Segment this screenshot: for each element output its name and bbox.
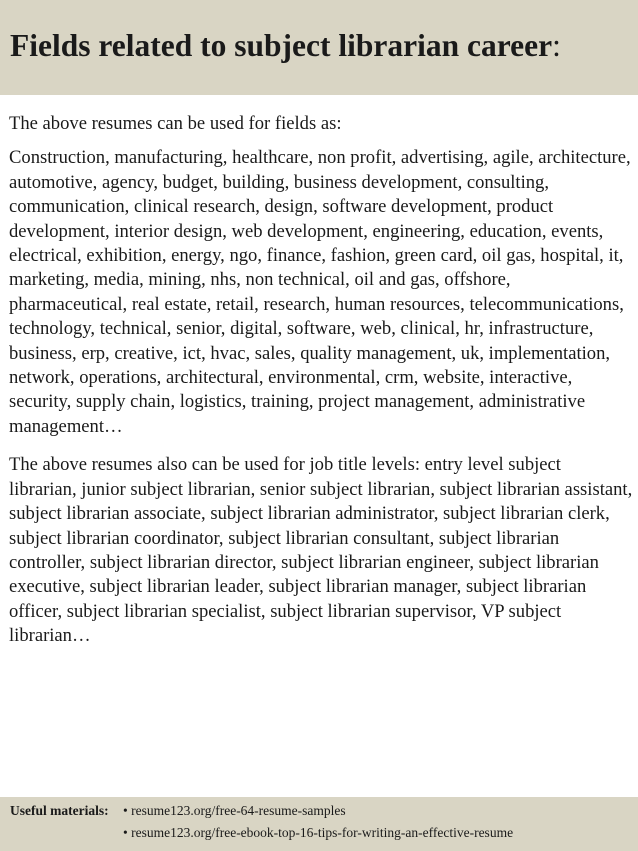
header-band [0,0,638,95]
page-title-text: Fields related to subject librarian career [10,28,553,63]
resume-tips-ebook-link[interactable]: • resume123.org/free-ebook-top-16-tips-for-writing-an-effective-resume [123,825,514,840]
job-levels-list: The above resumes also can be used for job title levels: entry level subject librarian, junior subject librarian, senior subject librarian, subject librarian assistant, subject librarian associate, subject librarian administrator, subject librarian clerk, subject librarian coordinator, subject librarian consultant, subject librarian controller, subject librarian director, subject librarian engineer, subject librarian executive, subject librarian leader, subject librarian manager, subject librarian officer, subject librarian specialist, subject librarian supervisor, VP subject librarian… [9,454,633,647]
fields-list: Construction, manufacturing, healthcare, non profit, advertising, agile, architecture, automotive, agency, budget, building, business development, consulting, communication, clinical research, design, software development, product development, interior design, web development, engineering, education, events, electrical, exhibition, energy, ngo, finance, fashion, green card, oil gas, hospital, it, marketing, media, mining, nhs, non technical, oil and gas, offshore, pharmaceutical, real estate, retail, research, human resources, telecommunications, technology, technical, senior, digital, software, web, clinical, hr, infrastructure, business, erp, creative, ict, hvac, sales, quality management, uk, implementation, network, operations, architectural, environmental, crm, website, interactive, security, supply chain, logistics, training, project management, administrative management… [9,147,631,437]
intro-text: The above resumes can be used for fields as: [9,113,342,134]
useful-materials-label: Useful materials: [10,803,109,818]
resume-samples-link[interactable]: • resume123.org/free-64-resume-samples [123,803,346,818]
page-title-colon: : [552,28,561,63]
main-content [9,112,633,649]
footer-band [0,797,638,851]
page-title [10,26,638,66]
